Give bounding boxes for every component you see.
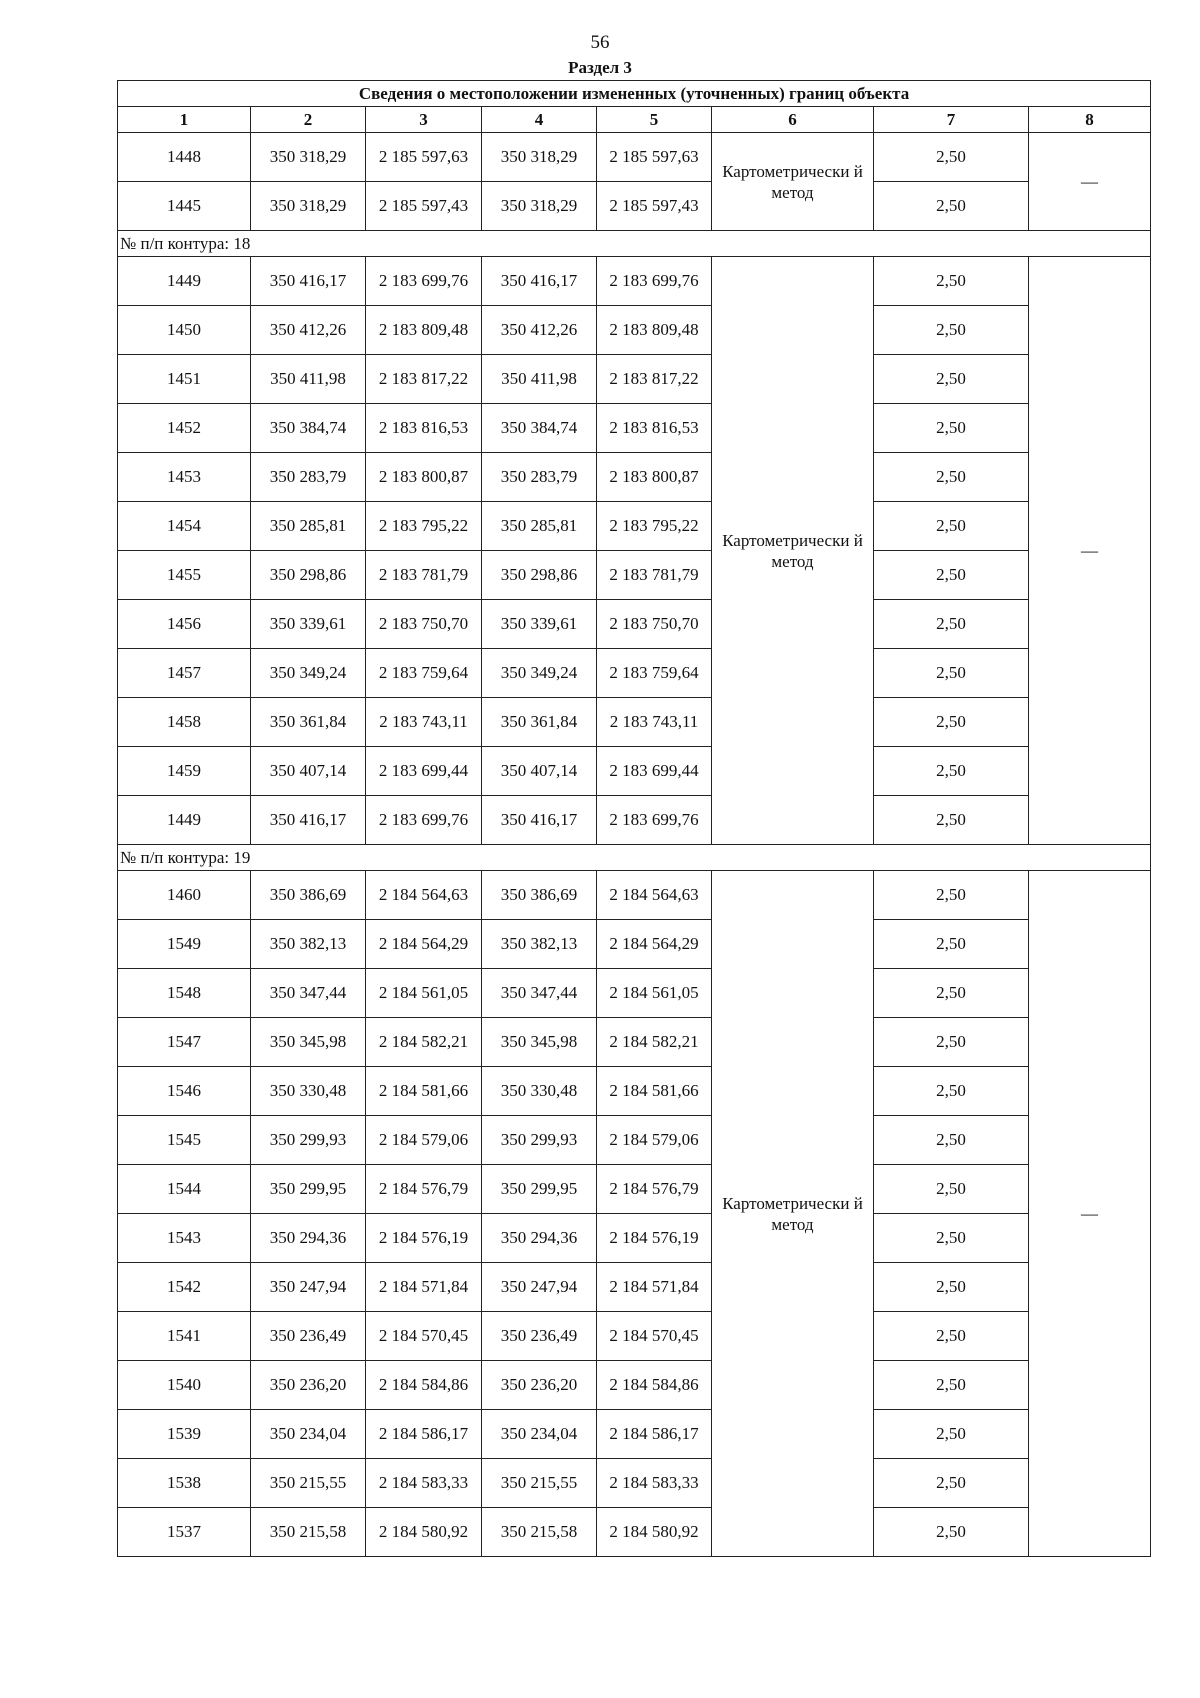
y-coordinate-old: 2 184 570,45 xyxy=(366,1312,482,1361)
contour-row xyxy=(118,845,1151,871)
y-coordinate-old: 2 184 564,63 xyxy=(366,871,482,920)
x-coordinate-new: 350 299,95 xyxy=(482,1165,597,1214)
x-coordinate-old: 350 416,17 xyxy=(251,257,366,306)
y-coordinate-old: 2 183 817,22 xyxy=(366,355,482,404)
y-coordinate-old: 2 184 579,06 xyxy=(366,1116,482,1165)
y-coordinate-old: 2 184 561,05 xyxy=(366,969,482,1018)
point-number: 1538 xyxy=(118,1459,251,1508)
precision-value: 2,50 xyxy=(874,1459,1029,1508)
table-row xyxy=(118,600,1151,649)
y-coordinate-old: 2 183 699,76 xyxy=(366,257,482,306)
y-coordinate-old: 2 183 800,87 xyxy=(366,453,482,502)
table-row xyxy=(118,920,1151,969)
x-coordinate-old: 350 299,95 xyxy=(251,1165,366,1214)
y-coordinate-new: 2 184 584,86 xyxy=(597,1361,712,1410)
precision-value: 2,50 xyxy=(874,1263,1029,1312)
page-number: 56 xyxy=(590,32,610,53)
contour-label: № п/п контура: 19 xyxy=(118,845,1151,871)
y-coordinate-old: 2 185 597,63 xyxy=(366,133,482,182)
point-number: 1454 xyxy=(118,502,251,551)
column-number-row xyxy=(118,107,1151,133)
x-coordinate-new: 350 215,58 xyxy=(482,1508,597,1557)
y-coordinate-new: 2 184 564,63 xyxy=(597,871,712,920)
x-coordinate-old: 350 215,55 xyxy=(251,1459,366,1508)
y-coordinate-old: 2 184 582,21 xyxy=(366,1018,482,1067)
table-row xyxy=(118,969,1151,1018)
x-coordinate-new: 350 361,84 xyxy=(482,698,597,747)
point-number: 1445 xyxy=(118,182,251,231)
point-number: 1449 xyxy=(118,796,251,845)
table-row xyxy=(118,1116,1151,1165)
precision-value: 2,50 xyxy=(874,502,1029,551)
point-number: 1451 xyxy=(118,355,251,404)
x-coordinate-old: 350 384,74 xyxy=(251,404,366,453)
precision-value: 2,50 xyxy=(874,1067,1029,1116)
point-number: 1448 xyxy=(118,133,251,182)
y-coordinate-new: 2 185 597,63 xyxy=(597,133,712,182)
x-coordinate-new: 350 318,29 xyxy=(482,182,597,231)
point-number: 1548 xyxy=(118,969,251,1018)
point-number: 1549 xyxy=(118,920,251,969)
table-body xyxy=(118,81,1151,1557)
precision-value: 2,50 xyxy=(874,1165,1029,1214)
column-number: 1 xyxy=(118,107,251,133)
point-number: 1449 xyxy=(118,257,251,306)
x-coordinate-old: 350 247,94 xyxy=(251,1263,366,1312)
point-number: 1543 xyxy=(118,1214,251,1263)
point-number: 1455 xyxy=(118,551,251,600)
point-number: 1540 xyxy=(118,1361,251,1410)
x-coordinate-new: 350 283,79 xyxy=(482,453,597,502)
table-row xyxy=(118,502,1151,551)
y-coordinate-new: 2 184 580,92 xyxy=(597,1508,712,1557)
point-number: 1547 xyxy=(118,1018,251,1067)
table-title-row xyxy=(118,81,1151,107)
precision-value: 2,50 xyxy=(874,969,1029,1018)
precision-value: 2,50 xyxy=(874,600,1029,649)
contour-row xyxy=(118,231,1151,257)
precision-value: 2,50 xyxy=(874,1018,1029,1067)
precision-value: 2,50 xyxy=(874,182,1029,231)
y-coordinate-new: 2 183 750,70 xyxy=(597,600,712,649)
x-coordinate-new: 350 294,36 xyxy=(482,1214,597,1263)
point-number: 1541 xyxy=(118,1312,251,1361)
y-coordinate-new: 2 183 816,53 xyxy=(597,404,712,453)
x-coordinate-new: 350 330,48 xyxy=(482,1067,597,1116)
table-row xyxy=(118,453,1151,502)
table-row xyxy=(118,649,1151,698)
x-coordinate-old: 350 330,48 xyxy=(251,1067,366,1116)
y-coordinate-new: 2 184 582,21 xyxy=(597,1018,712,1067)
y-coordinate-new: 2 184 571,84 xyxy=(597,1263,712,1312)
x-coordinate-new: 350 416,17 xyxy=(482,796,597,845)
table-row xyxy=(118,1361,1151,1410)
y-coordinate-old: 2 183 795,22 xyxy=(366,502,482,551)
point-number: 1546 xyxy=(118,1067,251,1116)
precision-value: 2,50 xyxy=(874,871,1029,920)
x-coordinate-new: 350 411,98 xyxy=(482,355,597,404)
x-coordinate-new: 350 384,74 xyxy=(482,404,597,453)
x-coordinate-old: 350 412,26 xyxy=(251,306,366,355)
table-row xyxy=(118,182,1151,231)
precision-value: 2,50 xyxy=(874,920,1029,969)
x-coordinate-new: 350 412,26 xyxy=(482,306,597,355)
precision-value: 2,50 xyxy=(874,796,1029,845)
x-coordinate-old: 350 318,29 xyxy=(251,133,366,182)
x-coordinate-new: 350 349,24 xyxy=(482,649,597,698)
y-coordinate-new: 2 184 561,05 xyxy=(597,969,712,1018)
y-coordinate-old: 2 184 571,84 xyxy=(366,1263,482,1312)
method-cell: Картометрически й метод xyxy=(712,133,874,231)
x-coordinate-old: 350 386,69 xyxy=(251,871,366,920)
y-coordinate-new: 2 184 564,29 xyxy=(597,920,712,969)
x-coordinate-old: 350 285,81 xyxy=(251,502,366,551)
y-coordinate-new: 2 184 581,66 xyxy=(597,1067,712,1116)
y-coordinate-old: 2 183 743,11 xyxy=(366,698,482,747)
column-number: 7 xyxy=(874,107,1029,133)
point-number: 1453 xyxy=(118,453,251,502)
y-coordinate-old: 2 183 750,70 xyxy=(366,600,482,649)
table-row xyxy=(118,1410,1151,1459)
x-coordinate-new: 350 318,29 xyxy=(482,133,597,182)
precision-value: 2,50 xyxy=(874,1410,1029,1459)
x-coordinate-old: 350 349,24 xyxy=(251,649,366,698)
table-row xyxy=(118,747,1151,796)
y-coordinate-new: 2 183 699,76 xyxy=(597,796,712,845)
boundary-coordinates-table xyxy=(117,80,1151,1557)
x-coordinate-old: 350 236,49 xyxy=(251,1312,366,1361)
point-number: 1458 xyxy=(118,698,251,747)
table-row xyxy=(118,1165,1151,1214)
precision-value: 2,50 xyxy=(874,747,1029,796)
table-row xyxy=(118,796,1151,845)
x-coordinate-old: 350 416,17 xyxy=(251,796,366,845)
x-coordinate-old: 350 283,79 xyxy=(251,453,366,502)
table-row xyxy=(118,133,1151,182)
contour-label: № п/п контура: 18 xyxy=(118,231,1151,257)
column-number: 6 xyxy=(712,107,874,133)
x-coordinate-new: 350 339,61 xyxy=(482,600,597,649)
column-number: 8 xyxy=(1029,107,1151,133)
method-cell: Картометрически й метод xyxy=(712,871,874,1557)
point-number: 1544 xyxy=(118,1165,251,1214)
precision-value: 2,50 xyxy=(874,257,1029,306)
note-cell: — xyxy=(1029,257,1151,845)
y-coordinate-new: 2 183 795,22 xyxy=(597,502,712,551)
x-coordinate-new: 350 407,14 xyxy=(482,747,597,796)
precision-value: 2,50 xyxy=(874,133,1029,182)
y-coordinate-old: 2 183 809,48 xyxy=(366,306,482,355)
y-coordinate-old: 2 183 699,76 xyxy=(366,796,482,845)
table-row xyxy=(118,1459,1151,1508)
x-coordinate-new: 350 236,20 xyxy=(482,1361,597,1410)
x-coordinate-old: 350 361,84 xyxy=(251,698,366,747)
table-row xyxy=(118,355,1151,404)
table-row xyxy=(118,1312,1151,1361)
x-coordinate-old: 350 382,13 xyxy=(251,920,366,969)
point-number: 1539 xyxy=(118,1410,251,1459)
y-coordinate-new: 2 183 781,79 xyxy=(597,551,712,600)
x-coordinate-old: 350 345,98 xyxy=(251,1018,366,1067)
table-row xyxy=(118,1214,1151,1263)
y-coordinate-new: 2 184 586,17 xyxy=(597,1410,712,1459)
y-coordinate-old: 2 184 584,86 xyxy=(366,1361,482,1410)
precision-value: 2,50 xyxy=(874,355,1029,404)
y-coordinate-new: 2 183 759,64 xyxy=(597,649,712,698)
note-cell: — xyxy=(1029,871,1151,1557)
table-row xyxy=(118,1263,1151,1312)
table-row xyxy=(118,698,1151,747)
point-number: 1537 xyxy=(118,1508,251,1557)
y-coordinate-new: 2 184 576,19 xyxy=(597,1214,712,1263)
x-coordinate-new: 350 416,17 xyxy=(482,257,597,306)
y-coordinate-old: 2 184 583,33 xyxy=(366,1459,482,1508)
y-coordinate-new: 2 184 576,79 xyxy=(597,1165,712,1214)
y-coordinate-new: 2 184 583,33 xyxy=(597,1459,712,1508)
point-number: 1460 xyxy=(118,871,251,920)
y-coordinate-old: 2 183 781,79 xyxy=(366,551,482,600)
column-number: 2 xyxy=(251,107,366,133)
x-coordinate-old: 350 234,04 xyxy=(251,1410,366,1459)
y-coordinate-old: 2 184 576,79 xyxy=(366,1165,482,1214)
column-number: 3 xyxy=(366,107,482,133)
precision-value: 2,50 xyxy=(874,453,1029,502)
note-cell: — xyxy=(1029,133,1151,231)
table-row xyxy=(118,551,1151,600)
precision-value: 2,50 xyxy=(874,1312,1029,1361)
point-number: 1459 xyxy=(118,747,251,796)
precision-value: 2,50 xyxy=(874,698,1029,747)
point-number: 1545 xyxy=(118,1116,251,1165)
precision-value: 2,50 xyxy=(874,1508,1029,1557)
x-coordinate-old: 350 215,58 xyxy=(251,1508,366,1557)
y-coordinate-new: 2 183 809,48 xyxy=(597,306,712,355)
y-coordinate-new: 2 183 817,22 xyxy=(597,355,712,404)
x-coordinate-new: 350 247,94 xyxy=(482,1263,597,1312)
table-title: Сведения о местоположении измененных (уточненных) границ объекта xyxy=(118,81,1151,107)
point-number: 1456 xyxy=(118,600,251,649)
x-coordinate-new: 350 382,13 xyxy=(482,920,597,969)
y-coordinate-old: 2 184 564,29 xyxy=(366,920,482,969)
y-coordinate-new: 2 183 743,11 xyxy=(597,698,712,747)
x-coordinate-old: 350 294,36 xyxy=(251,1214,366,1263)
x-coordinate-new: 350 386,69 xyxy=(482,871,597,920)
x-coordinate-new: 350 345,98 xyxy=(482,1018,597,1067)
x-coordinate-old: 350 339,61 xyxy=(251,600,366,649)
table-row xyxy=(118,1067,1151,1116)
y-coordinate-old: 2 183 759,64 xyxy=(366,649,482,698)
x-coordinate-old: 350 299,93 xyxy=(251,1116,366,1165)
y-coordinate-old: 2 183 699,44 xyxy=(366,747,482,796)
x-coordinate-new: 350 285,81 xyxy=(482,502,597,551)
table-row xyxy=(118,404,1151,453)
y-coordinate-new: 2 184 570,45 xyxy=(597,1312,712,1361)
y-coordinate-old: 2 183 816,53 xyxy=(366,404,482,453)
precision-value: 2,50 xyxy=(874,404,1029,453)
y-coordinate-old: 2 184 581,66 xyxy=(366,1067,482,1116)
method-cell: Картометрически й метод xyxy=(712,257,874,845)
point-number: 1450 xyxy=(118,306,251,355)
precision-value: 2,50 xyxy=(874,1116,1029,1165)
precision-value: 2,50 xyxy=(874,649,1029,698)
section-title: Раздел 3 xyxy=(568,58,632,77)
precision-value: 2,50 xyxy=(874,551,1029,600)
y-coordinate-old: 2 185 597,43 xyxy=(366,182,482,231)
x-coordinate-new: 350 215,55 xyxy=(482,1459,597,1508)
precision-value: 2,50 xyxy=(874,1361,1029,1410)
x-coordinate-new: 350 347,44 xyxy=(482,969,597,1018)
y-coordinate-new: 2 183 800,87 xyxy=(597,453,712,502)
column-number: 4 xyxy=(482,107,597,133)
x-coordinate-old: 350 411,98 xyxy=(251,355,366,404)
x-coordinate-new: 350 236,49 xyxy=(482,1312,597,1361)
x-coordinate-old: 350 347,44 xyxy=(251,969,366,1018)
x-coordinate-old: 350 298,86 xyxy=(251,551,366,600)
x-coordinate-old: 350 407,14 xyxy=(251,747,366,796)
point-number: 1452 xyxy=(118,404,251,453)
point-number: 1542 xyxy=(118,1263,251,1312)
x-coordinate-new: 350 298,86 xyxy=(482,551,597,600)
table-row xyxy=(118,1018,1151,1067)
precision-value: 2,50 xyxy=(874,306,1029,355)
table-row xyxy=(118,1508,1151,1557)
point-number: 1457 xyxy=(118,649,251,698)
y-coordinate-new: 2 184 579,06 xyxy=(597,1116,712,1165)
table-row xyxy=(118,871,1151,920)
table-row xyxy=(118,306,1151,355)
y-coordinate-old: 2 184 580,92 xyxy=(366,1508,482,1557)
y-coordinate-new: 2 183 699,76 xyxy=(597,257,712,306)
x-coordinate-new: 350 234,04 xyxy=(482,1410,597,1459)
column-number: 5 xyxy=(597,107,712,133)
x-coordinate-new: 350 299,93 xyxy=(482,1116,597,1165)
x-coordinate-old: 350 236,20 xyxy=(251,1361,366,1410)
table-row xyxy=(118,257,1151,306)
precision-value: 2,50 xyxy=(874,1214,1029,1263)
y-coordinate-old: 2 184 576,19 xyxy=(366,1214,482,1263)
x-coordinate-old: 350 318,29 xyxy=(251,182,366,231)
y-coordinate-old: 2 184 586,17 xyxy=(366,1410,482,1459)
y-coordinate-new: 2 183 699,44 xyxy=(597,747,712,796)
y-coordinate-new: 2 185 597,43 xyxy=(597,182,712,231)
